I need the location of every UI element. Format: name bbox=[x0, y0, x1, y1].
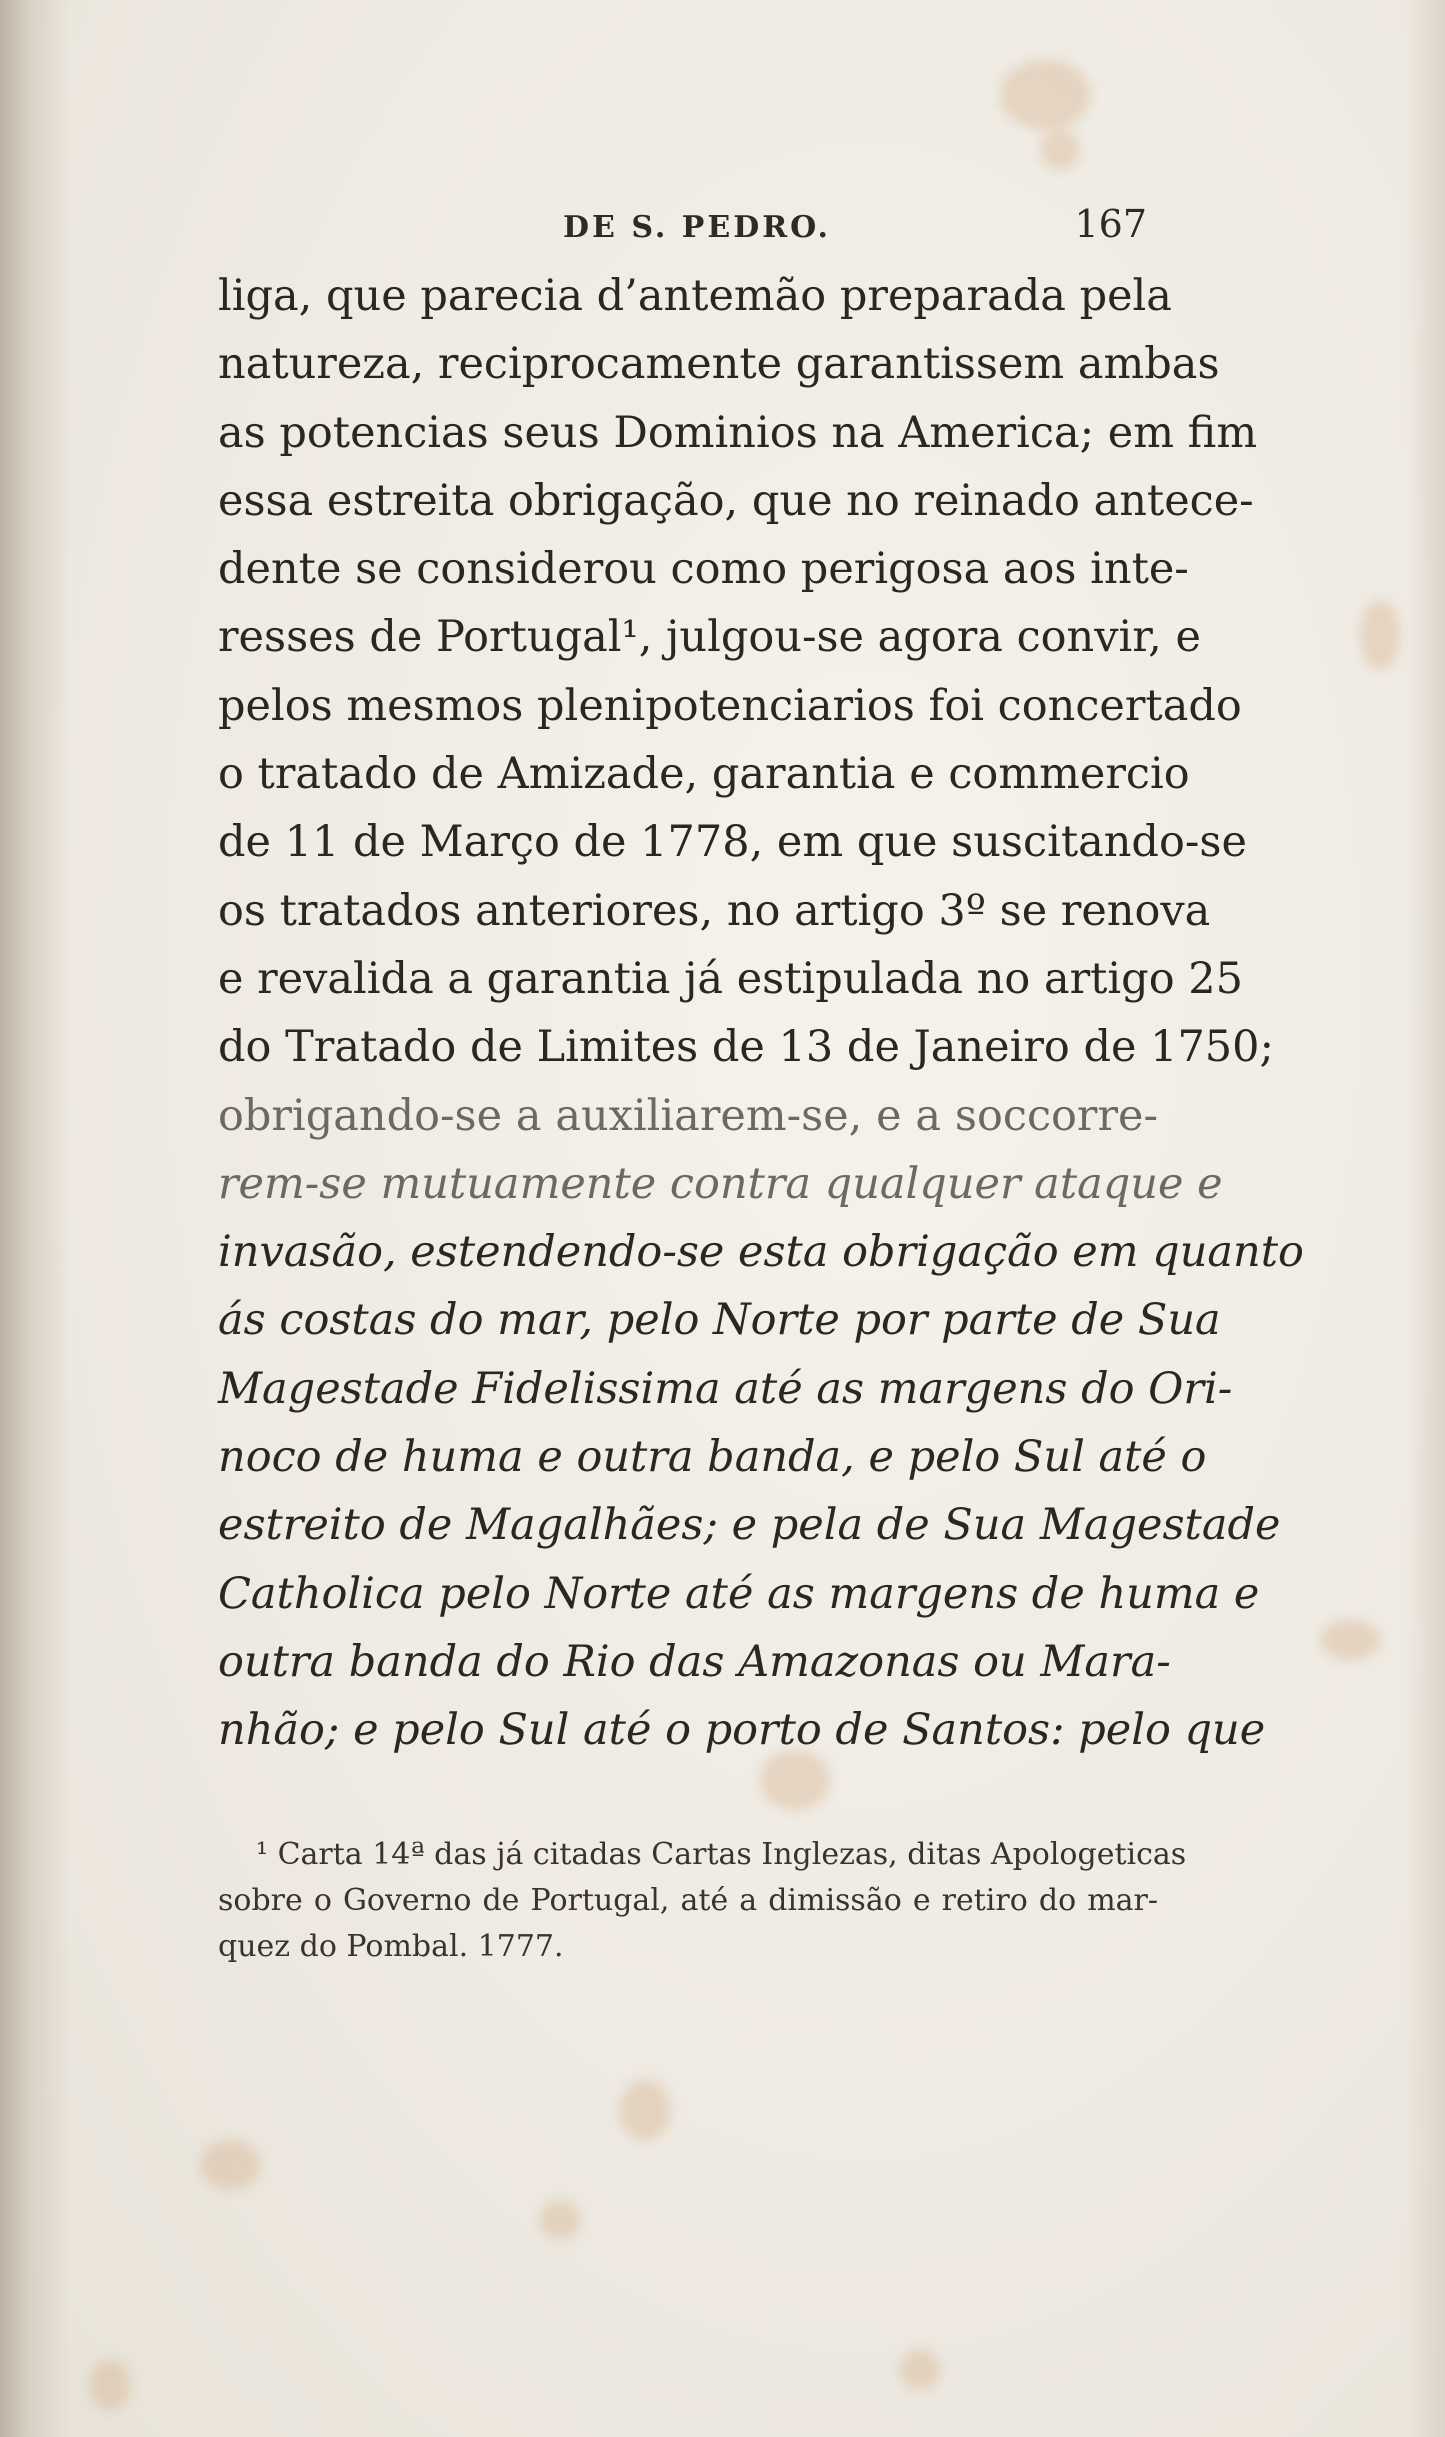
body-line: obrigando-se a auxiliarem-se, e a soccorre- bbox=[218, 1090, 1158, 1141]
body-line: nhão; e pelo Sul até o porto de Santos: pelo que bbox=[218, 1705, 1266, 1756]
foxing-stain bbox=[540, 2200, 580, 2240]
body-line: os tratados anteriores, no artigo 3º se renova bbox=[218, 885, 1211, 936]
body-line: invasão, estendendo-se esta obrigação em quanto bbox=[218, 1227, 1304, 1278]
foxing-stain bbox=[90, 2360, 130, 2410]
body-line: rem-se mutuamente contra qualquer ataque e bbox=[218, 1158, 1223, 1209]
foxing-stain bbox=[200, 2140, 260, 2190]
foxing-stain bbox=[1360, 600, 1400, 670]
body-line: do Tratado de Limites de 13 de Janeiro de 1750; bbox=[218, 1022, 1274, 1073]
body-line: liga, que parecia d’antemão preparada pela bbox=[218, 271, 1172, 321]
foxing-stain bbox=[900, 2350, 940, 2390]
running-head: DE S. PEDRO. bbox=[563, 210, 832, 245]
footnote-line: ¹ Carta 14ª das já citadas Cartas Inglezas, ditas Apologeticas bbox=[256, 1837, 1187, 1872]
footnote-line: sobre o Governo de Portugal, até a dimissão e retiro do mar- bbox=[218, 1883, 1158, 1918]
gutter-shadow bbox=[0, 0, 70, 2437]
body-line: outra banda do Rio das Amazonas ou Mara- bbox=[218, 1636, 1171, 1687]
body-line: estreito de Magalhães; e pela de Sua Magestade bbox=[218, 1500, 1281, 1551]
body-line: resses de Portugal¹, julgou-se agora convir, e bbox=[218, 612, 1201, 663]
body-line: ás costas do mar, pelo Norte por parte de Sua bbox=[218, 1295, 1221, 1346]
body-line: Catholica pelo Norte até as margens de huma e bbox=[218, 1568, 1260, 1619]
body-line: de 11 de Março de 1778, em que suscitando-se bbox=[218, 817, 1247, 868]
body-line: noco de huma e outra banda, e pelo Sul até o bbox=[218, 1432, 1207, 1483]
body-line: e revalida a garantia já estipulada no artigo 25 bbox=[218, 953, 1243, 1004]
footnotes bbox=[218, 1832, 1187, 1970]
body-line: natureza, reciprocamente garantissem ambas bbox=[218, 339, 1220, 390]
body-line: Magestade Fidelissima até as margens do Ori- bbox=[218, 1363, 1233, 1414]
body-line: pelos mesmos plenipotenciarios foi concertado bbox=[218, 680, 1242, 731]
foxing-stain bbox=[1000, 60, 1090, 130]
footnote-line: quez do Pombal. 1777. bbox=[218, 1929, 564, 1964]
foxing-stain bbox=[1040, 130, 1080, 170]
page-header bbox=[218, 198, 1153, 248]
body-line: as potencias seus Dominios na America; em fim bbox=[218, 407, 1258, 458]
foxing-stain bbox=[1320, 1620, 1380, 1660]
foxing-stain bbox=[620, 2080, 670, 2140]
body-line: o tratado de Amizade, garantia e commercio bbox=[218, 749, 1190, 800]
body-text bbox=[218, 262, 1304, 1765]
body-line: essa estreita obrigação, que no reinado antece- bbox=[218, 475, 1254, 526]
page-number: 167 bbox=[1074, 202, 1147, 246]
page-edge-shadow bbox=[1405, 0, 1445, 2437]
body-line: dente se considerou como perigosa aos inte- bbox=[218, 544, 1189, 595]
